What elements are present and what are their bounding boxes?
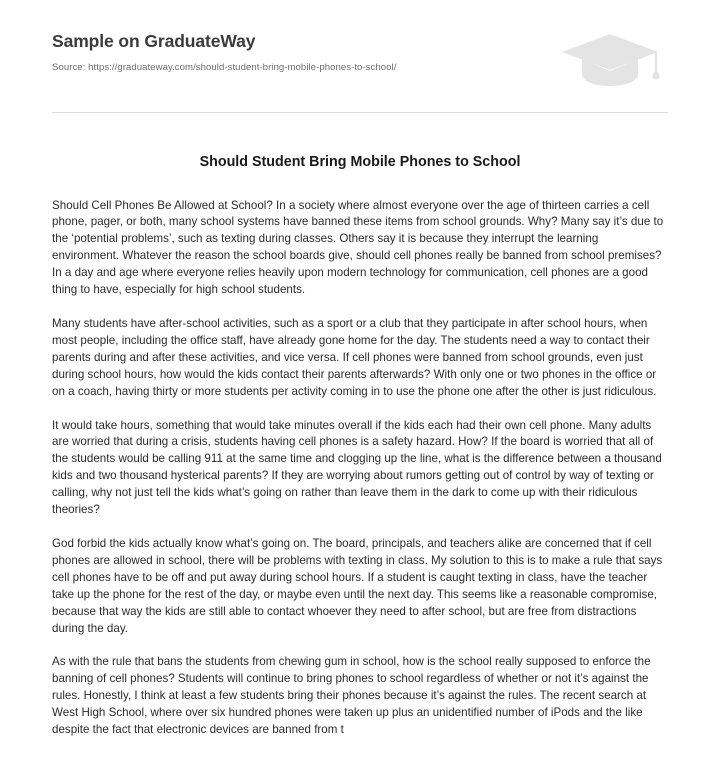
page-header (52, 28, 668, 90)
body-paragraph: As with the rule that bans the students from chewing gum in school, how is the school really supposed to enforce the banning of cell phones? Students will continue to bring phones to school regardless of whether or not it’s against the rules. Honestly, I think at least a few students bring their phones because it’s against the rules. The recent search at West High School, where over six hundred phones were taken up plus an unidentified number of iPods and the like despite the fact that electronic devices are banned from t (52, 655, 651, 737)
header-divider (52, 112, 668, 113)
body-paragraph: Should Cell Phones Be Allowed at School? In a society where almost everyone over the age of thirteen carries a cell phone, pager, or both, many school systems have banned these items from school grounds. Why? Many say it’s due to the ‘potential problems’, such as texting during classes. Others say it is because they interrupt the learning environment. Whatever the reason the school boards give, should cell phones really be banned from school premises? In a day and age where everyone relies heavily upon modern technology for communication, cell phones are a good thing to have, especially for high school students. (52, 198, 664, 297)
body-paragraph: It would take hours, something that would take minutes overall if the kids each had their own cell phone. Many adults are worried that during a crisis, students having cell phones is a safety hazard. How? If the board is worried that all of the students would be calling 911 at the same time and clogging up the line, what is the difference between a thousand kids and two thousand hysterical parents? If they are worrying about rumors getting out of control by way of texting or calling, why not just tell the kids what’s going on rather than leave them in the dark to come up with their ridiculous theories? (52, 418, 662, 517)
graduation-cap-icon (558, 28, 662, 90)
brand-title: Sample on GraduateWay (52, 31, 256, 51)
header-text-block (52, 28, 396, 74)
body-paragraph: God forbid the kids actually know what’s going on. The board, principals, and teachers alike are concerned that if cell phones are allowed in school, there will be problems with texting in class. My solution to this is to make a rule that says cell phones have to be off and put away during school hours. If a student is caught texting in class, have the teacher take up the phone for the rest of the day, or maybe even until the next day. This seems like a reasonable compromise, because that way the kids are still able to contact whoever they need to after school, but are free from distractions during the day. (52, 536, 663, 635)
source-url-label: Source: https://graduateway.com/should-student-bring-mobile-phones-to-school/ (52, 62, 397, 74)
body-paragraph: Many students have after-school activities, such as a sport or a club that they participate in after school hours, when most people, including the office staff, have already gone home for the day. The students need a way to contact their parents during and after these activities, and vice versa. If cell phones were banned from school grounds, even just during school hours, how would the kids contact their parents afterwards? With only one or two phones in the office or on a coach, having thirty or more students per activity coming in to use the phone one after the other is just ridiculous. (52, 317, 657, 398)
page-title: Should Student Bring Mobile Phones to School (199, 154, 521, 170)
